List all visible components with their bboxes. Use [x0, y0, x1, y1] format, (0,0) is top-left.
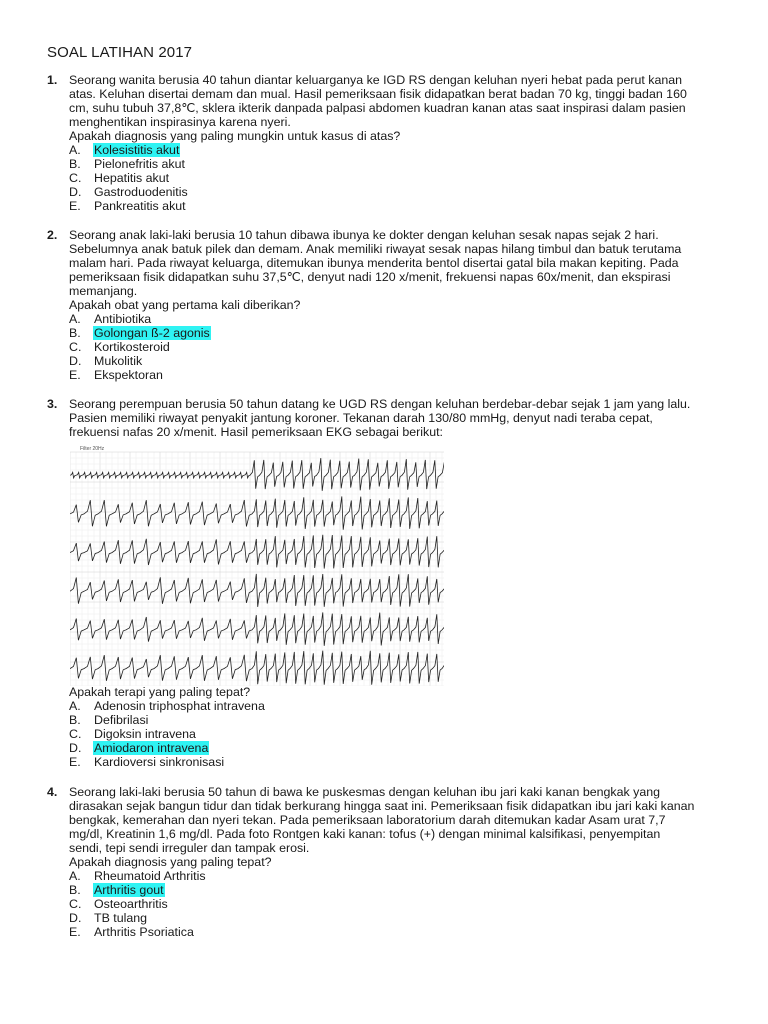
question-stem-line: Seorang anak laki-laki berusia 10 tahun dibawa ibunya ke dokter dengan keluhan sesak napas sejak 2 hari.: [69, 228, 659, 242]
option-text: Pielonefritis akut: [94, 157, 185, 171]
option-text: Arthritis gout: [94, 883, 164, 897]
option-b[interactable]: [69, 157, 727, 171]
question-stem-line: pemeriksaan fisik didapatkan suhu 37,5℃, denyut nadi 120 x/menit, frekuensi napas 60x/menit, dan ekspirasi: [69, 270, 671, 284]
option-letter: D.: [69, 185, 82, 199]
option-d[interactable]: [69, 354, 727, 368]
option-text: Hepatitis akut: [94, 171, 170, 185]
option-d[interactable]: [69, 741, 727, 755]
option-text: Golongan ß-2 agonis: [94, 326, 210, 340]
option-text: Kardioversi sinkronisasi: [94, 755, 225, 769]
option-text: Adenosin triphosphat intravena: [94, 699, 265, 713]
option-letter: A.: [69, 143, 81, 157]
question-stem-line: Pasien memiliki riwayat penyakit jantung koroner. Tekanan darah 130/80 mmHg, denyut nadi teraba cepat,: [69, 411, 653, 425]
option-text: Defibrilasi: [94, 713, 149, 727]
question-1: [47, 73, 727, 213]
option-letter: B.: [69, 883, 81, 897]
question-stem-line: dirasakan sejak bangun tidur dan tidak berkurang hingga saat ini. Pemeriksaan fisik didapatkan ibu jari kaki kanan: [69, 799, 695, 813]
question-2: [47, 228, 727, 382]
option-text: Kortikosteroid: [94, 340, 170, 354]
question-stem-line: cm, suhu tubuh 37,8℃, sklera ikterik danpada palpasi abdomen kuadran kanan atas saat inspirasi dalam pasien: [69, 101, 686, 115]
question-stem-line: mg/dl, Kreatinin 1,6 mg/dl. Pada foto Rontgen kaki kanan: tofus (+) dengan minimal kalsifikasi, penyempitan: [69, 827, 661, 841]
question-stem-line: Seorang wanita berusia 40 tahun diantar keluarganya ke IGD RS dengan keluhan nyeri hebat pada perut kanan: [69, 73, 683, 87]
option-text: Ekspektoran: [94, 368, 163, 382]
option-e[interactable]: [69, 368, 727, 382]
option-e[interactable]: [69, 199, 727, 213]
option-c[interactable]: [69, 340, 727, 354]
option-a[interactable]: [69, 869, 727, 883]
question-stem-line: atas. Keluhan disertai demam dan mual. Hasil pemeriksaan fisik didapatkan berat badan 70 kg, tinggi badan 160: [69, 87, 687, 101]
option-text: Kolesistitis akut: [94, 143, 180, 157]
option-letter: E.: [69, 368, 81, 382]
option-letter: D.: [69, 354, 82, 368]
option-letter: B.: [69, 326, 81, 340]
question-number: 2.: [47, 228, 58, 242]
option-c[interactable]: [69, 897, 727, 911]
question-prompt: Apakah terapi yang paling tepat?: [69, 685, 251, 699]
question-number: 1.: [47, 73, 58, 87]
question-3-answers: [47, 685, 727, 769]
question-stem-line: malam hari. Pada riwayat keluarga, ditemukan ibunya menderita bentol disertai gatal bila makan kepiting. Pada: [69, 256, 679, 270]
option-letter: B.: [69, 157, 81, 171]
option-text: Amiodaron intravena: [94, 741, 209, 755]
option-letter: C.: [69, 727, 82, 741]
question-number: 4.: [47, 785, 58, 799]
options-list: [69, 699, 727, 769]
question-3: [47, 397, 727, 439]
question-number: 3.: [47, 397, 58, 411]
option-text: Osteoarthritis: [94, 897, 168, 911]
option-e[interactable]: [69, 925, 727, 939]
option-e[interactable]: [69, 755, 727, 769]
option-d[interactable]: [69, 185, 727, 199]
option-text: TB tulang: [94, 911, 148, 925]
option-letter: A.: [69, 699, 81, 713]
page-title: SOAL LATIHAN 2017: [47, 44, 193, 61]
option-text: Digoksin intravena: [94, 727, 196, 741]
option-a[interactable]: [69, 143, 727, 157]
question-stem-line: Seorang laki-laki berusia 50 tahun di bawa ke puskesmas dengan keluhan ibu jari kaki kanan bengkak yang: [69, 785, 660, 799]
question-stem-line: Seorang perempuan berusia 50 tahun datang ke UGD RS dengan keluhan berdebar-debar sejak 1 jam yang lalu.: [69, 397, 691, 411]
ekg-strip: [70, 444, 444, 686]
option-a[interactable]: [69, 699, 727, 713]
options-list: [69, 143, 727, 213]
question-stem-line: menghentikan inspirasinya karena nyeri.: [69, 115, 291, 129]
option-letter: E.: [69, 925, 81, 939]
option-b[interactable]: [69, 883, 727, 897]
option-text: Gastroduodenitis: [94, 185, 188, 199]
question-stem-line: sendi, tepi sendi irreguler dan tampak erosi.: [69, 841, 310, 855]
option-c[interactable]: [69, 171, 727, 185]
option-text: Pankreatitis akut: [94, 199, 186, 213]
option-letter: E.: [69, 755, 81, 769]
question-stem-line: memanjang.: [69, 284, 138, 298]
option-letter: B.: [69, 713, 81, 727]
question-prompt: Apakah diagnosis yang paling mungkin untuk kasus di atas?: [69, 129, 401, 143]
question-stem-line: Sebelumnya anak batuk pilek dan demam. Anak memiliki riwayat sesak napas hilang timbul dan batuk terutama: [69, 242, 682, 256]
option-text: Antibiotika: [94, 312, 152, 326]
option-letter: A.: [69, 312, 81, 326]
question-prompt: Apakah obat yang pertama kali diberikan?: [69, 298, 301, 312]
ekg-header-label: Filter 20Hz: [80, 446, 105, 452]
option-letter: D.: [69, 911, 82, 925]
options-list: [69, 312, 727, 382]
option-b[interactable]: [69, 326, 727, 340]
option-letter: C.: [69, 171, 82, 185]
option-d[interactable]: [69, 911, 727, 925]
option-letter: C.: [69, 897, 82, 911]
option-letter: C.: [69, 340, 82, 354]
option-letter: E.: [69, 199, 81, 213]
option-text: Arthritis Psoriatica: [94, 925, 194, 939]
option-text: Rheumatoid Arthritis: [94, 869, 206, 883]
option-letter: A.: [69, 869, 81, 883]
option-c[interactable]: [69, 727, 727, 741]
question-stem-line: bengkak, kemerahan dan nyeri tekan. Pada pemeriksaan laboratorium darah ditemukan kadar Asam urat 7,7: [69, 813, 666, 827]
question-stem-line: frekuensi nafas 20 x/menit. Hasil pemeriksaan EKG sebagai berikut:: [69, 425, 443, 439]
question-4: [47, 785, 727, 939]
question-prompt: Apakah diagnosis yang paling tepat?: [69, 855, 272, 869]
options-list: [69, 869, 727, 939]
option-a[interactable]: [69, 312, 727, 326]
option-text: Mukolitik: [94, 354, 143, 368]
option-b[interactable]: [69, 713, 727, 727]
option-letter: D.: [69, 741, 82, 755]
